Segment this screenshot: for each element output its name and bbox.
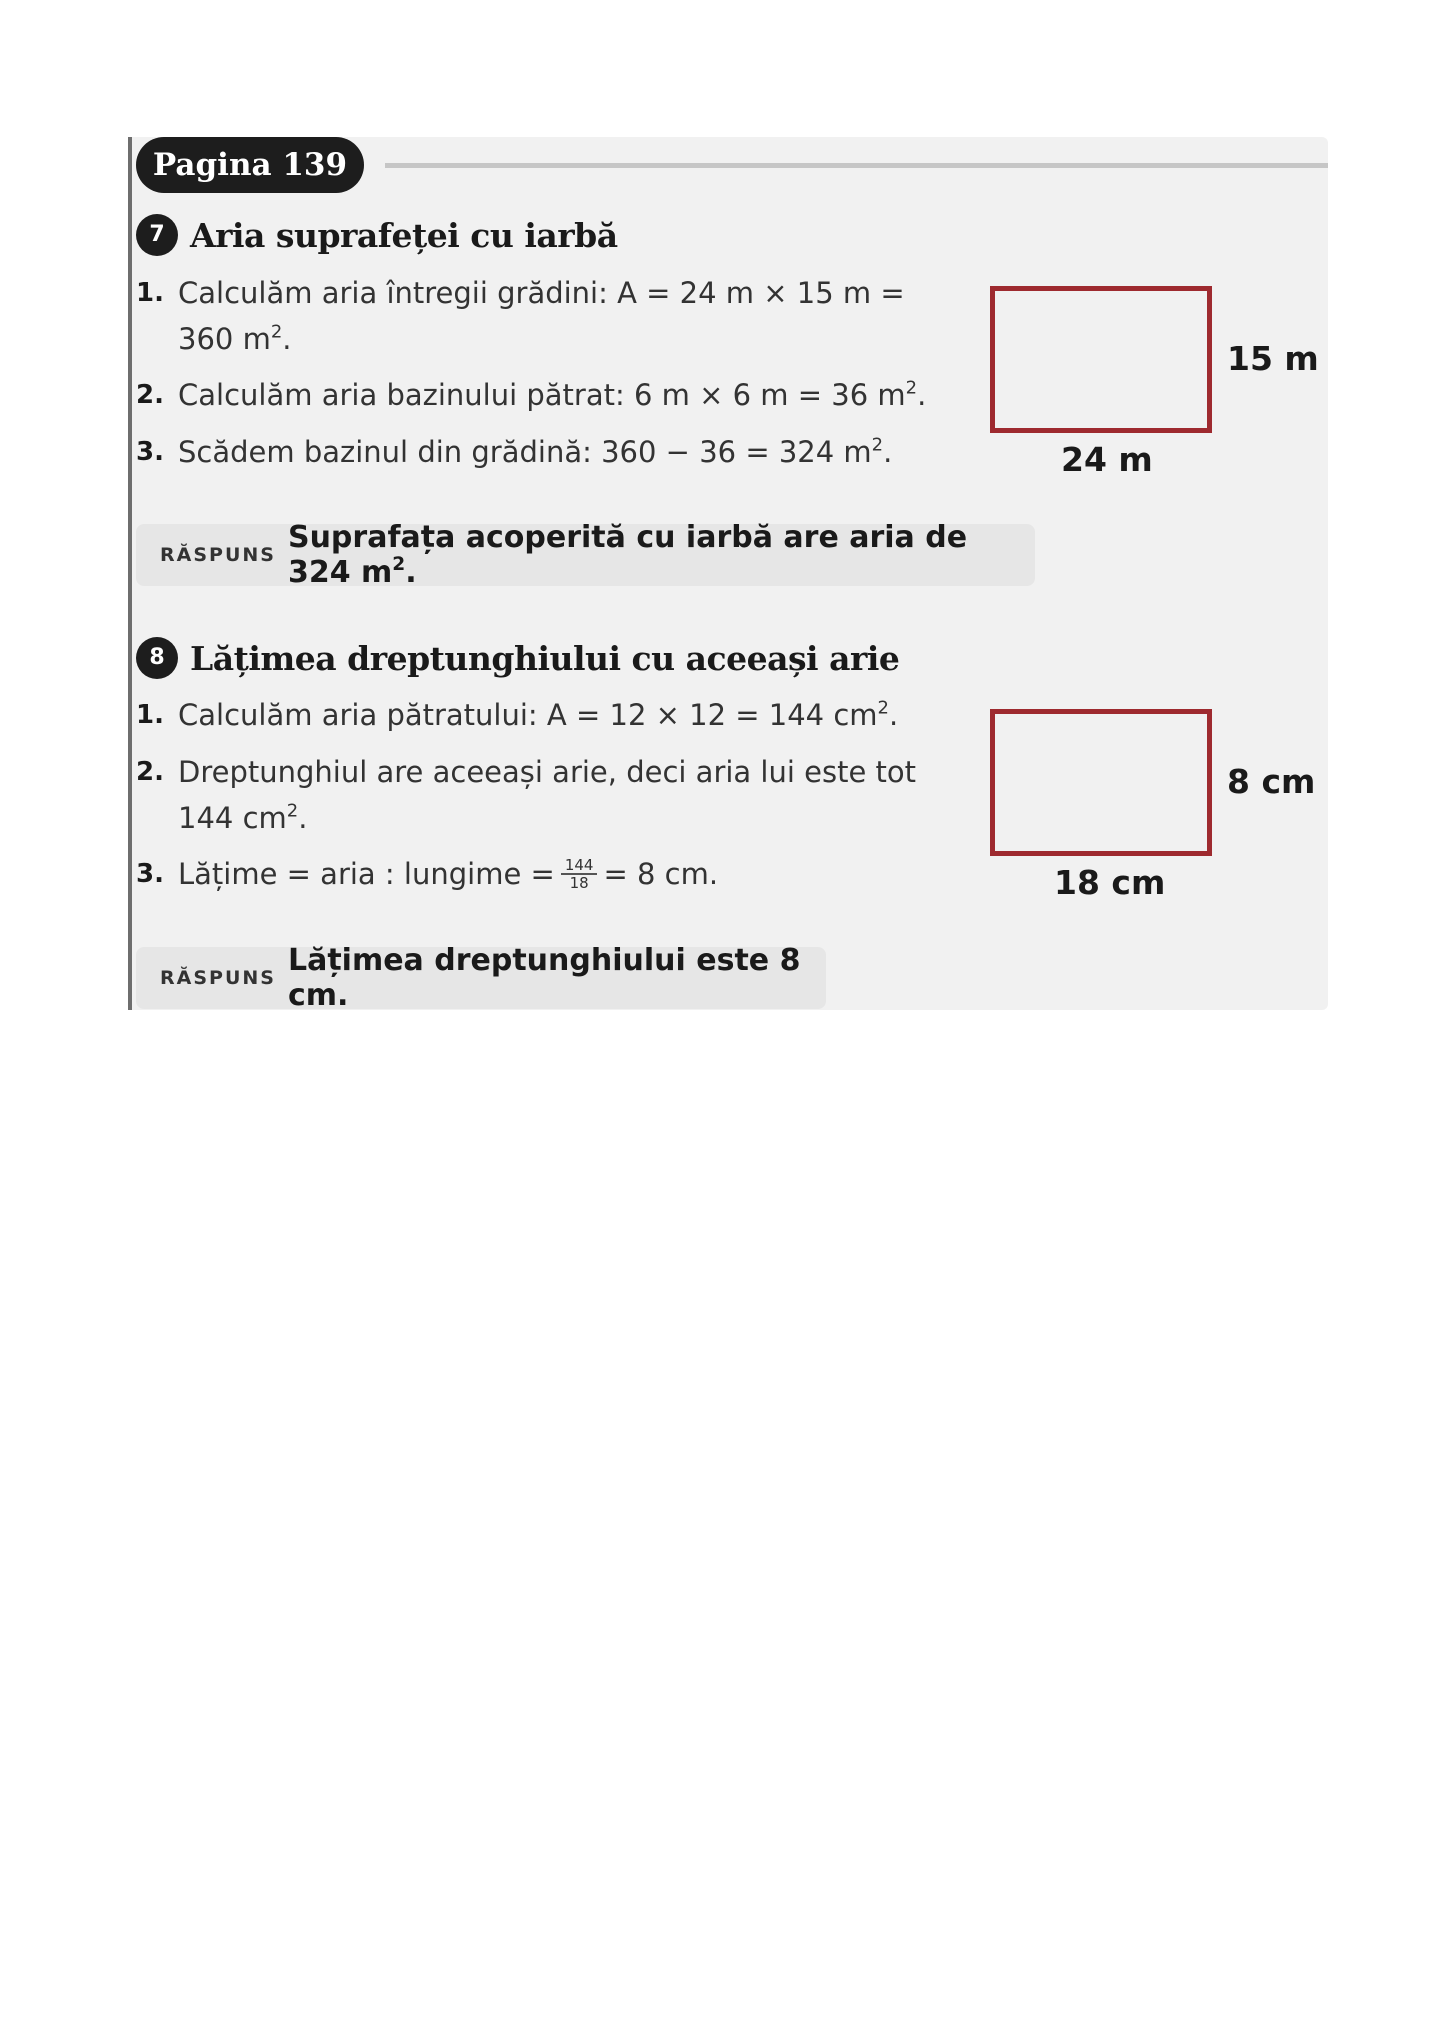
exercise-title: Aria suprafeței cu iarbă (190, 215, 618, 255)
answer-text: Suprafața acoperită cu iarbă are aria de 324 $m^2$. (287, 520, 968, 590)
fraction-numerator: 144 (561, 857, 598, 875)
answer-text: Lățimea dreptunghiului este 8 cm. (287, 943, 801, 1013)
step-item (136, 851, 956, 897)
step-text: Calculăm aria întregii grădini: A = 24 m × 15 m = 360 $m^2$. (178, 276, 905, 356)
step-text: Calculăm aria bazinului pătrat: 6 m × 6 m = 36 $m^2$. (178, 377, 927, 412)
fraction-denominator: 18 (569, 874, 589, 892)
header-divider (385, 163, 1328, 168)
height-label: 8 cm (1227, 762, 1316, 801)
answer-box (136, 520, 1035, 590)
step-number: 1. (136, 278, 164, 308)
width-label: 24 m (1061, 440, 1153, 479)
step-item (136, 270, 956, 362)
fraction (561, 857, 598, 891)
rectangle-figure (990, 709, 1212, 856)
step-item (136, 429, 956, 475)
garden-rectangle (990, 286, 1212, 433)
step-number: 2. (136, 757, 164, 787)
step-text: Lățime = aria : lungime = $\frac{144}{18}$ = 8 cm. (178, 856, 719, 892)
exercise-number-badge: 7 (136, 214, 178, 256)
solution-panel (128, 137, 1328, 1013)
step-text: Calculăm aria pătratului: A = 12 × 12 = 144 $cm^2$. (178, 697, 899, 732)
exercise-7-heading (136, 214, 618, 256)
step-text: Scădem bazinul din grădină: 360 − 36 = 324 $m^2$. (178, 434, 893, 469)
step-item (136, 749, 956, 841)
step-number: 1. (136, 700, 164, 730)
exercise-8-heading (136, 637, 899, 679)
answer-label: RĂSPUNS (160, 967, 276, 989)
step-item (136, 692, 956, 738)
step-item (136, 372, 956, 418)
exercise-title: Lățimea dreptunghiului cu aceeași arie (190, 638, 900, 678)
step-text: Dreptunghiul are aceeași arie, deci aria lui este tot 144 $cm^2$. (178, 755, 916, 835)
page-label: Pagina 139 (136, 137, 364, 193)
answer-box (136, 943, 826, 1013)
height-label: 15 m (1227, 339, 1319, 378)
width-label: 18 cm (1054, 863, 1166, 902)
answer-label: RĂSPUNS (160, 544, 276, 566)
step-number: 3. (136, 437, 164, 467)
exercise-number-badge: 8 (136, 637, 178, 679)
step-number: 3. (136, 859, 164, 889)
step-number: 2. (136, 380, 164, 410)
